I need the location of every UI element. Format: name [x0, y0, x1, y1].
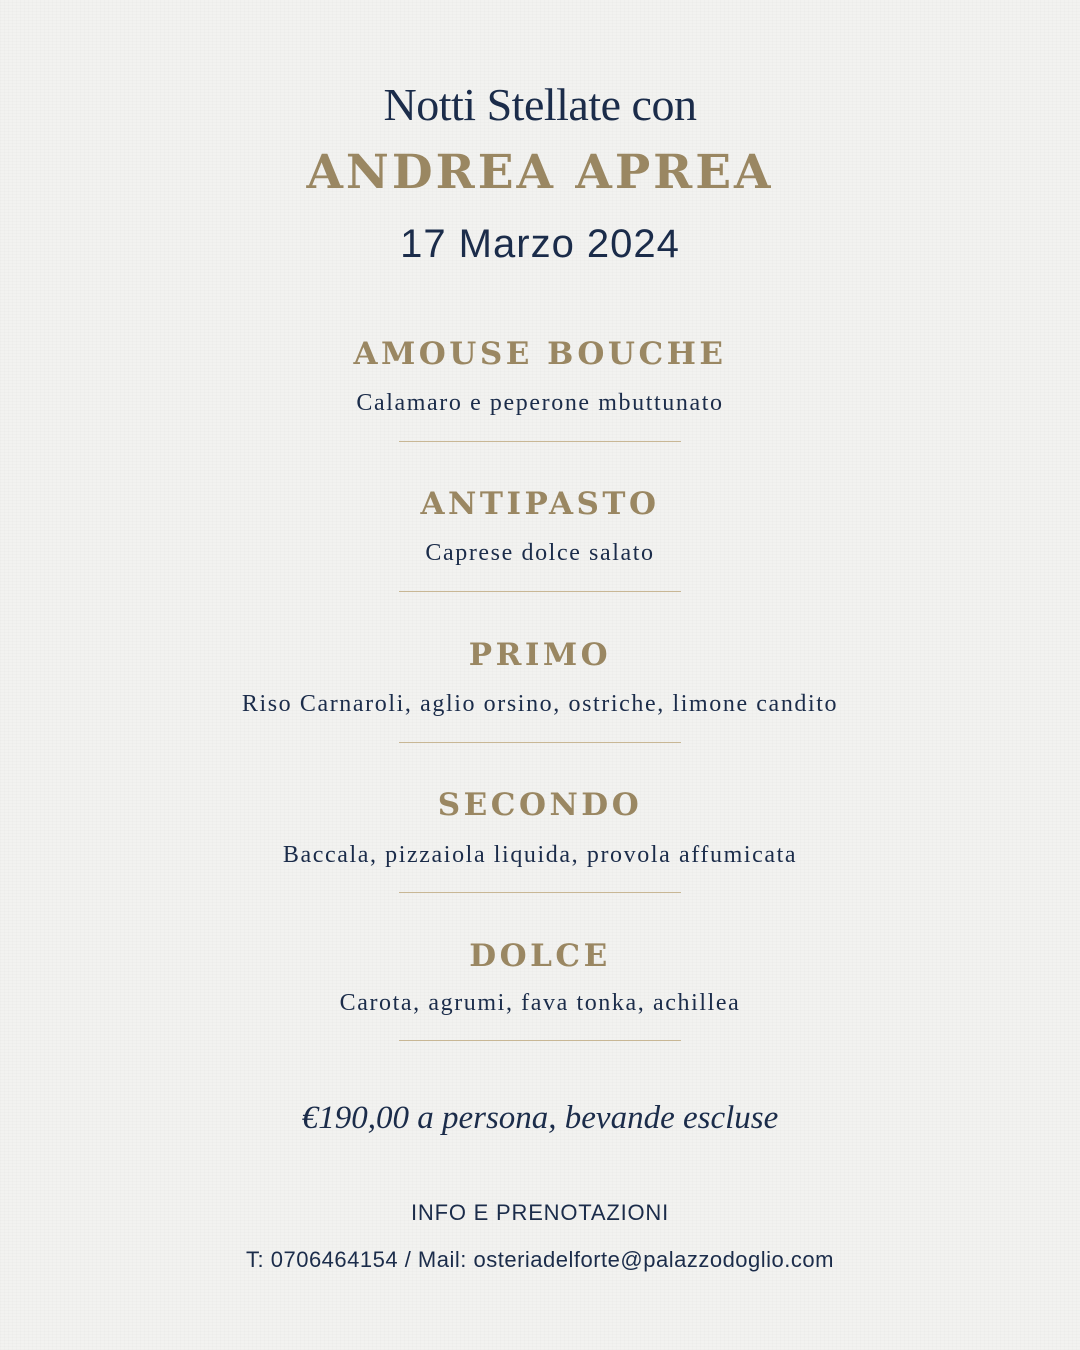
course-title-dolce: DOLCE — [469, 938, 611, 974]
course-divider — [399, 1040, 681, 1041]
course-divider — [399, 591, 681, 592]
event-intro: Notti Stellate con — [383, 79, 697, 130]
course-divider — [399, 892, 681, 893]
course-title-secondo: SECONDO — [437, 787, 643, 823]
chef-name: ANDREA APREA — [306, 145, 774, 200]
course-dish-secondo: Baccala, pizzaiola liquida, provola affumicata — [282, 842, 798, 868]
course-divider — [399, 742, 681, 743]
course-title-antipasto: ANTIPASTO — [420, 486, 660, 522]
course-title-primo: PRIMO — [468, 637, 612, 673]
course-dish-antipasto: Caprese dolce salato — [425, 540, 655, 566]
course-title-amouse-bouche: AMOUSE BOUCHE — [353, 336, 727, 372]
course-dish-dolce: Carota, agrumi, fava tonka, achillea — [339, 990, 741, 1016]
price-note: €190,00 a persona, bevande escluse — [301, 1100, 779, 1136]
course-dish-primo: Riso Carnaroli, aglio orsino, ostriche, limone candito — [241, 691, 839, 717]
contact-line: T: 0706464154 / Mail: osteriadelforte@palazzodoglio.com — [246, 1247, 834, 1272]
course-dish-amouse-bouche: Calamaro e peperone mbuttunato — [356, 390, 724, 416]
event-date: 17 Marzo 2024 — [400, 222, 680, 266]
info-title: INFO E PRENOTAZIONI — [410, 1200, 670, 1225]
course-divider — [399, 441, 681, 442]
